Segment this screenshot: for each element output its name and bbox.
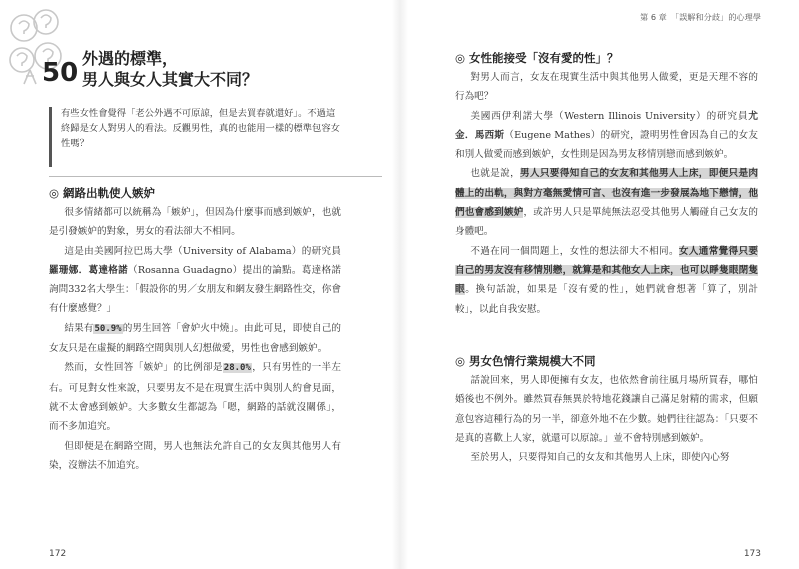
text-run: 。換句話說，如果是「沒有愛的性」，她們就會想著「算了，別計較」，以此自我安慰。: [455, 284, 759, 315]
paragraph: [455, 164, 758, 241]
paragraph: [455, 242, 758, 319]
page-number-left: 172: [49, 549, 67, 559]
section-heading-online-cheating: [49, 185, 155, 201]
section-heading-text: 女性能接受「沒有愛的性」？: [469, 51, 619, 65]
running-head: 第 6 章 「誤解和分歧」的心理學: [640, 12, 761, 22]
section-heading-text: 網路出軌使人嫉妒: [63, 186, 156, 200]
section-bullet-icon: ◎: [455, 51, 466, 65]
female-percentage: 28.0%: [223, 363, 251, 374]
text-run: 的男生回答「會妒火中燒」。由此可見，即使自己的女友只是在虛擬的網路空間與別人幻想做愛，男性也會感到嫉妒。: [49, 322, 342, 355]
text-run: 美國西伊利諾大學（Western Illinois University）的研究員: [470, 110, 749, 122]
left-page: [0, 0, 399, 569]
text-run: 結果有: [64, 322, 94, 334]
paragraph: 話說回來，男人即便擁有女友，也依然會前往風月場所買春，哪怕婚後也不例外。雖然買春無異於特地花錢讓自己滿足射精的需求，但願意包容這種行為的另一半，卻意外地不在少數。她們往往認為：「只要不是真的喜歡上人家，就還可以原諒。」並不會特別感到嫉妒。: [455, 375, 758, 444]
paragraph: 但即便是在網路空間，男人也無法允許自己的女友與其他男人有染，沒辦法不加追究。: [49, 440, 341, 471]
page-number-right: 173: [743, 549, 761, 559]
section-heading-text: 男女色情行業規模大不同: [469, 354, 596, 368]
chapter-title-line1: 外遇的標準，: [82, 49, 179, 68]
text-run: 也就是說，: [470, 168, 521, 180]
text-run: ，只有男性的一半左右。可見對女性來說，只要男友不是在現實生活中與別人約會見面，就不太會感到嫉妒。大多數女生都認為「嗯，網路的話就沒關係」，而不多加追究。: [49, 362, 342, 433]
text-run: 然而，女性回答「嫉妒」的比例卻是: [64, 362, 223, 374]
section-bullet-icon: ◎: [455, 354, 466, 368]
text-run: 不過在同一個問題上，女性的想法卻大不相同。: [470, 245, 679, 257]
paragraph: [49, 319, 341, 359]
paragraph: 很多情緒都可以統稱為「嫉妒」，但因為什麼事而感到嫉妒，也就是引發嫉妒的對象，男女的看法卻大不相同。: [49, 207, 341, 238]
highlighted-text: 女人通常覺得只要自己的男友沒有移情別戀，就算是和其他女人上床，也可以睜隻眼閉隻眼: [455, 245, 759, 296]
chapter-title: [82, 48, 372, 90]
researcher-name: 尤金．馬西斯: [455, 110, 758, 141]
section-heading-sex-industry: [455, 353, 596, 369]
paragraph: [455, 107, 758, 165]
paragraph: [49, 358, 341, 436]
text-run: （Eugene Mathes）的研究，證明男性會因為自己的女友和別人做愛而感到嫉妒，女性則是因為男友移情別戀而感到嫉妒。: [455, 129, 759, 161]
male-percentage: 50.9%: [94, 323, 122, 334]
right-page: [400, 0, 799, 569]
paragraph: [49, 242, 341, 319]
section-body-sex-without-love: [455, 68, 758, 319]
chapter-title-line2: 男人與女人其實大不同？: [82, 70, 259, 89]
paragraph: 至於男人，只要得知自己的女友和其他男人上床，即使內心努: [470, 452, 730, 464]
section-heading-sex-without-love: [455, 50, 619, 66]
chapter-number: 50: [42, 58, 79, 88]
paragraph: 對男人而言，女友在現實生活中與其他男人做愛，更是天理不容的行為吧？: [455, 72, 758, 103]
text-run: ，或許男人只是單純無法忍受其他男人觸碰自己女友的身體吧。: [455, 207, 759, 238]
section-body-online-cheating: [49, 203, 341, 475]
highlighted-text: 男人只要得知自己的女友和其他男人上床，即便只是肉體上的出軌，與對方毫無愛情可言、也沒有進一步發展為地下戀情，他們也會感到嫉妒: [455, 168, 759, 219]
researcher-name: 羅珊娜．葛達格諾: [49, 264, 128, 276]
section-bullet-icon: ◎: [49, 186, 60, 200]
text-run: （Rosanna Guadagno）提出的論點。葛達格諾詢問332名大學生：「假設你的男／女朋友和網友發生網路性交，你會有什麼感覺？」: [49, 264, 342, 315]
section-body-sex-industry: [455, 371, 758, 467]
intro-summary: 有些女性會覺得「老公外遇不可原諒，但是去買春就還好」。不過這終歸是女人對男人的看法。反觀男性，真的也能用一樣的標準包容女性嗎？: [49, 107, 342, 167]
text-run: 這是由美國阿拉巴馬大學（University of Alabama）的研究員: [64, 245, 341, 257]
